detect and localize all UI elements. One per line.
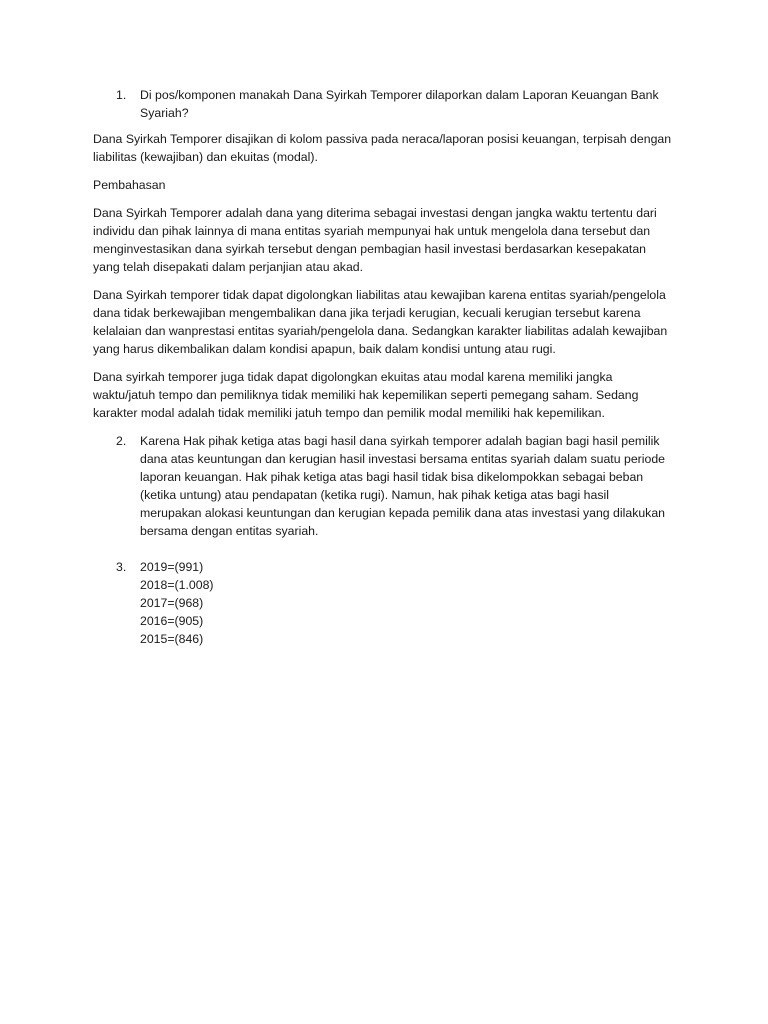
list-item-3 bbox=[93, 558, 673, 648]
list-item-2 bbox=[93, 432, 673, 540]
document-page bbox=[93, 86, 673, 656]
answer-1-text: Dana Syirkah Temporer disajikan di kolom passiva pada neraca/laporan posisi keuangan, terpisah dengan liabilitas (kewajiban) dan ekuitas (modal). bbox=[93, 132, 672, 164]
value-line: 2018=(1.008) bbox=[140, 578, 214, 592]
list-number: 3. bbox=[116, 560, 127, 574]
value-line: 2017=(968) bbox=[140, 596, 204, 610]
item-2-text: Karena Hak pihak ketiga atas bagi hasil dana syirkah temporer adalah bagian bagi hasil pemilik dana atas keuntungan dan kerugian hasil investasi bersama entitas syariah dalam suatu periode laporan keuangan. Hak pihak ketiga atas bagi hasil tidak bisa dikelompokkan sebagai beban (ketika untung) atau pendapatan (ketika rugi). Namun, hak pihak ketiga atas bagi hasil merupakan alokasi keuntungan dan kerugian kepada pemilik dana atas investasi yang dilakukan bersama dengan entitas syariah. bbox=[140, 434, 666, 538]
value-line: 2015=(846) bbox=[140, 632, 204, 646]
pembahasan-heading: Pembahasan bbox=[93, 178, 166, 192]
values-list bbox=[140, 558, 673, 648]
question-1-text: Di pos/komponen manakah Dana Syirkah Temporer dilaporkan dalam Laporan Keuangan Bank Syariah? bbox=[140, 88, 659, 120]
pembahasan-paragraph-2: Dana Syirkah temporer tidak dapat digolongkan liabilitas atau kewajiban karena entitas syariah/pengelola dana tidak berkewajiban mengembalikan dana jika terjadi kerugian, kecuali kerugian tersebut karena kelalaian dan wanprestasi entitas syariah/pengelola dana. Sedangkan karakter liabilitas adalah kewajiban yang harus dikembalikan dalam kondisi apapun, baik dalam kondisi untung atau rugi. bbox=[93, 288, 668, 356]
pembahasan-paragraph-3: Dana syirkah temporer juga tidak dapat digolongkan ekuitas atau modal karena memiliki jangka waktu/jatuh tempo dan pemiliknya tidak memiliki hak kepemilikan seperti pemegang saham. Sedang karakter modal adalah tidak memiliki jatuh tempo dan pemilik modal memiliki hak kepemilikan. bbox=[93, 370, 639, 420]
list-item-1 bbox=[93, 86, 673, 122]
pembahasan-paragraph-1: Dana Syirkah Temporer adalah dana yang diterima sebagai investasi dengan jangka waktu tertentu dari individu dan pihak lainnya di mana entitas syariah mempunyai hak untuk mengelola dana tersebut dan menginvestasikan dana syirkah tersebut dengan pembagian hasil investasi berdasarkan kesepakatan yang telah disepakati dalam perjanjian atau akad. bbox=[93, 206, 657, 274]
value-line: 2019=(991) bbox=[140, 560, 204, 574]
list-number: 1. bbox=[116, 88, 127, 102]
list-number: 2. bbox=[116, 434, 127, 448]
value-line: 2016=(905) bbox=[140, 614, 204, 628]
